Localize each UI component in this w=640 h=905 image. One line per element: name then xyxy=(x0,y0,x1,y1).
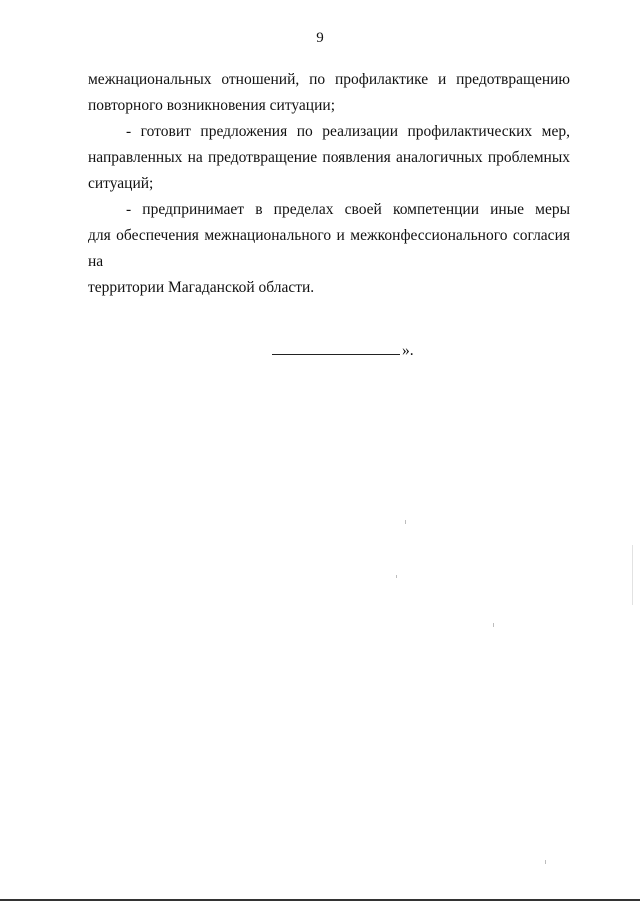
paragraph-3-line-3: территории Магаданской области. xyxy=(88,279,315,296)
paragraph-2-line-3: ситуаций; xyxy=(88,175,154,192)
paragraph-2-line-2: направленных на предотвращение появления аналогичных проблемных xyxy=(88,149,570,166)
paragraph-3-line-1: - предпринимает в пределах своей компетенции иные меры xyxy=(126,201,570,218)
paragraph-3-line-2: для обеспечения межнационального и межконфессионального согласия на xyxy=(88,227,570,270)
paragraph-1-line-1: межнациональных отношений, по профилактике и предотвращению xyxy=(88,71,570,88)
scan-bottom-edge xyxy=(0,899,640,901)
closing-quote: ». xyxy=(402,342,414,359)
paragraph-1-line-2: повторного возникновения ситуации; xyxy=(88,97,336,114)
signature-underline xyxy=(272,340,400,355)
paragraph-2 xyxy=(88,119,570,197)
paragraph-2-line-1: - готовит предложения по реализации профилактических мер, xyxy=(126,123,570,140)
scan-speck xyxy=(405,520,406,524)
closing-line-block xyxy=(272,340,414,360)
scan-speck xyxy=(545,860,546,864)
body-text xyxy=(88,67,570,301)
paragraph-3 xyxy=(88,197,570,301)
page-number: 9 xyxy=(316,30,324,46)
paragraph-1 xyxy=(88,67,570,119)
scan-speck xyxy=(632,545,633,605)
scan-speck xyxy=(396,575,397,578)
scan-speck xyxy=(493,623,494,627)
